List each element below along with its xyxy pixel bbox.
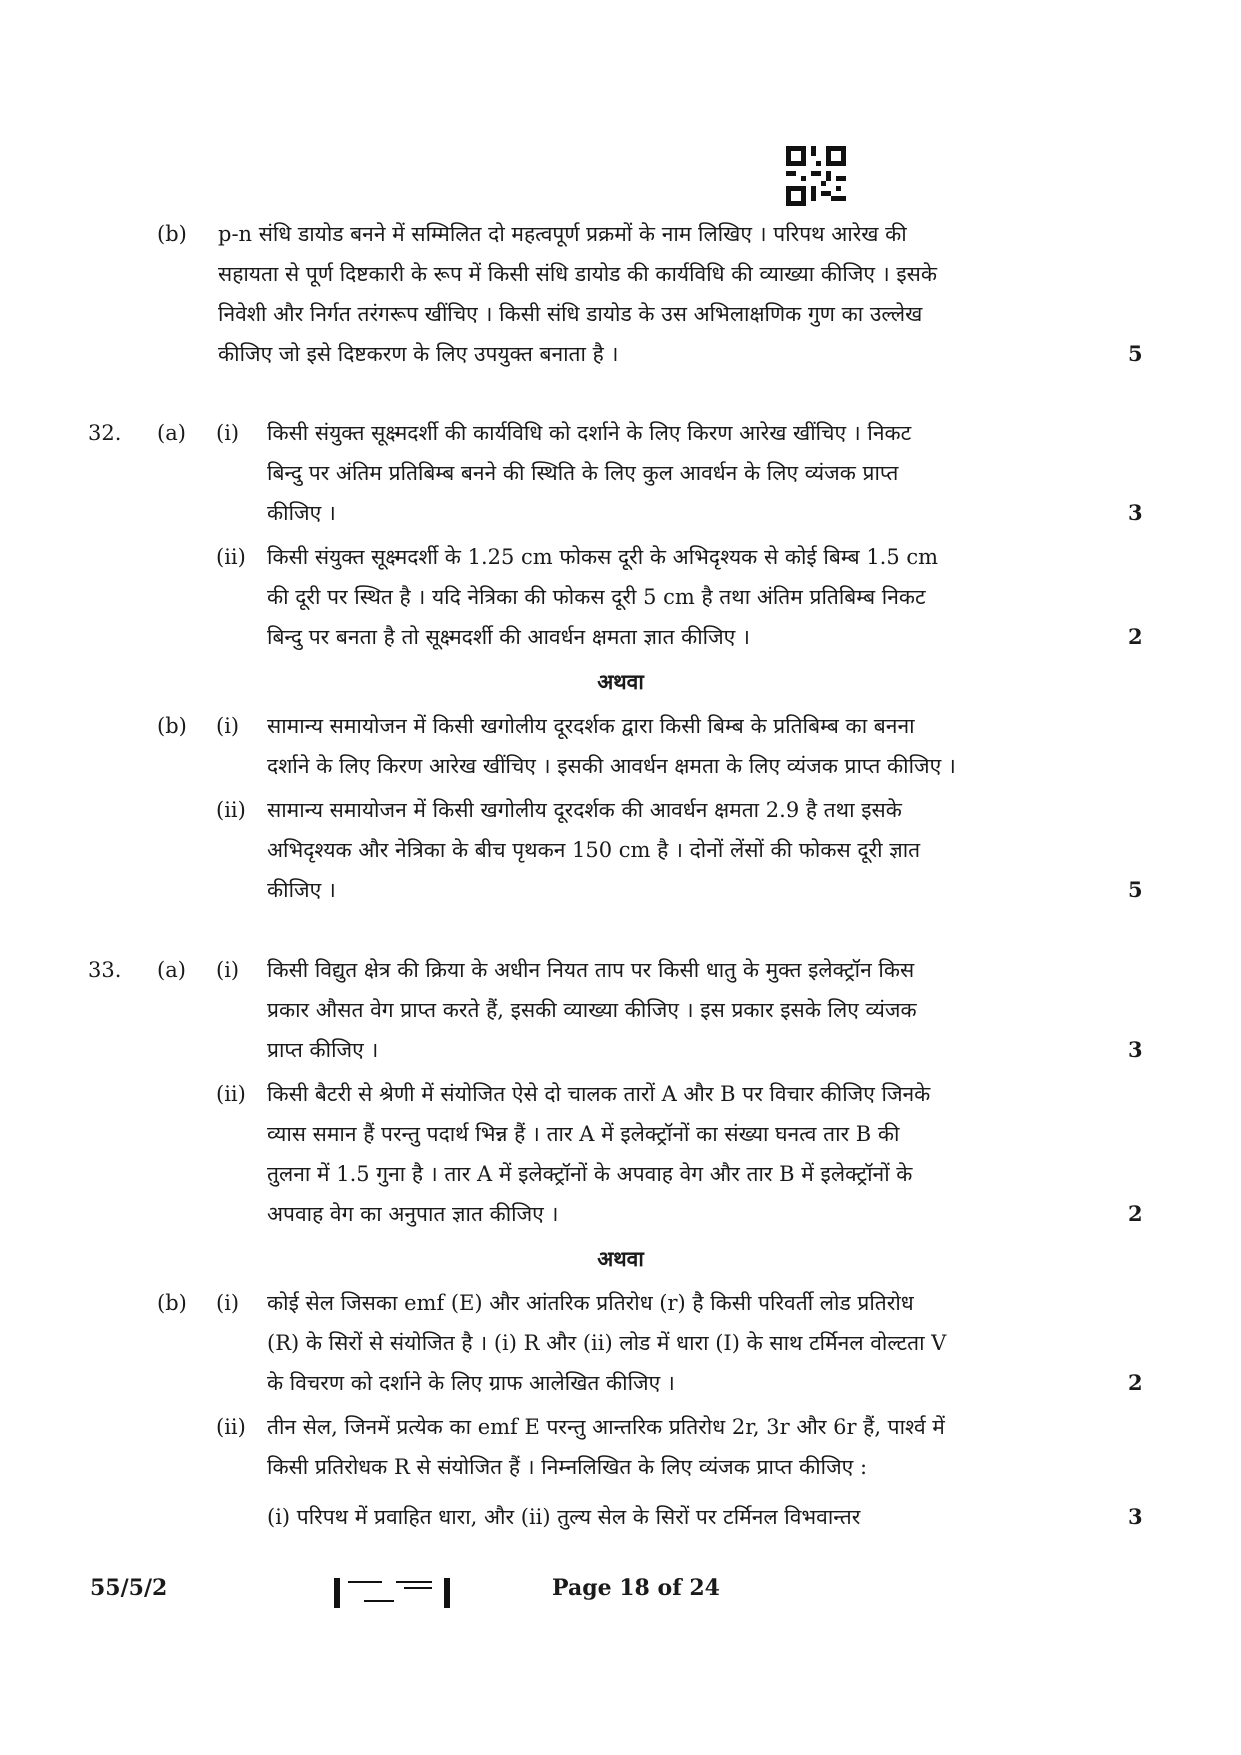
- question-line: निवेशी और निर्गत तरंगरूप खींचिए । किसी संधि डायोड के उस अभिलाक्षणिक गुण का उल्लेख: [218, 302, 923, 326]
- question-line: कीजिए ।: [267, 878, 336, 902]
- marks: 3: [1128, 500, 1143, 525]
- part-label: (a): [157, 421, 186, 445]
- question-line: दर्शाने के लिए किरण आरेख खींचिए । इसकी आवर्धन क्षमता के लिए व्यंजक प्राप्त कीजिए ।: [267, 754, 956, 778]
- qr-code-icon: [786, 146, 846, 206]
- question-line: कीजिए ।: [267, 501, 336, 525]
- marks: 5: [1128, 341, 1143, 366]
- question-line: की दूरी पर स्थित है । यदि नेत्रिका की फोकस दूरी 5 cm है तथा अंतिम प्रतिबिम्ब निकट: [267, 585, 926, 609]
- question-line: किसी विद्युत क्षेत्र की क्रिया के अधीन नियत ताप पर किसी धातु के मुक्त इलेक्ट्रॉन किस: [267, 958, 915, 982]
- part-label: (b): [157, 714, 187, 738]
- question-line: के विचरण को दर्शाने के लिए ग्राफ आलेखित कीजिए ।: [267, 1371, 675, 1395]
- part-label: (b): [157, 222, 187, 246]
- question-line: p-n संधि डायोड बनने में सम्मिलित दो महत्वपूर्ण प्रक्रमों के नाम लिखिए । परिपथ आरेख की: [218, 222, 907, 246]
- question-line: (R) के सिरों से संयोजित है । (i) R और (ii) लोड में धारा (I) के साथ टर्मिनल वोल्टता V: [267, 1331, 947, 1355]
- question-line: सामान्य समायोजन में किसी खगोलीय दूरदर्शक की आवर्धन क्षमता 2.9 है तथा इसके: [267, 798, 902, 822]
- question-line: तीन सेल, जिनमें प्रत्येक का emf E परन्तु आन्तरिक प्रतिरोध 2r, 3r और 6r हैं, पार्श्व में: [267, 1415, 945, 1439]
- question-line: प्रकार औसत वेग प्राप्त करते हैं, इसकी व्याख्या कीजिए । इस प्रकार इसके लिए व्यंजक: [267, 998, 917, 1022]
- subpart-label: (ii): [216, 1415, 246, 1439]
- question-line: कोई सेल जिसका emf (E) और आंतरिक प्रतिरोध (r) है किसी परिवर्ती लोड प्रतिरोध: [267, 1291, 914, 1315]
- question-line: बिन्दु पर अंतिम प्रतिबिम्ब बनने की स्थिति के लिए कुल आवर्धन के लिए व्यंजक प्राप्त: [267, 461, 899, 485]
- question-line: किसी बैटरी से श्रेणी में संयोजित ऐसे दो चालक तारों A और B पर विचार कीजिए जिनके: [267, 1082, 931, 1106]
- subpart-label: (i): [216, 714, 240, 738]
- question-line: सहायता से पूर्ण दिष्टकारी के रूप में किसी संधि डायोड की कार्यविधि की व्याख्या कीजिए । इसके: [218, 262, 937, 286]
- question-line: कीजिए जो इसे दिष्टकरण के लिए उपयुक्त बनाता है ।: [218, 342, 619, 366]
- question-line: अभिदृश्यक और नेत्रिका के बीच पृथकन 150 cm है । दोनों लेंसों की फोकस दूरी ज्ञात: [267, 838, 921, 862]
- or-separator: अथवा: [597, 669, 644, 694]
- marks: 2: [1128, 624, 1143, 649]
- subpart-label: (ii): [216, 545, 246, 569]
- question-line: किसी संयुक्त सूक्ष्मदर्शी के 1.25 cm फोकस दूरी के अभिदृश्यक से कोई बिम्ब 1.5 cm: [267, 545, 939, 569]
- question-number: 33.: [88, 958, 122, 982]
- question-line: प्राप्त कीजिए ।: [267, 1038, 379, 1062]
- question-line: बिन्दु पर बनता है तो सूक्ष्मदर्शी की आवर्धन क्षमता ज्ञात कीजिए ।: [267, 625, 750, 649]
- subpart-label: (i): [216, 1291, 240, 1315]
- page-number: Page 18 of 24: [552, 1575, 720, 1601]
- question-line: किसी प्रतिरोधक R से संयोजित हैं । निम्नलिखित के लिए व्यंजक प्राप्त कीजिए :: [267, 1455, 868, 1479]
- subpart-label: (i): [216, 421, 240, 445]
- question-line: तुलना में 1.5 गुना है । तार A में इलेक्ट्रॉनों के अपवाह वेग और तार B में इलेक्ट्रॉनों के: [267, 1162, 913, 1186]
- question-line: व्यास समान हैं परन्तु पदार्थ भिन्न हैं । तार A में इलेक्ट्रॉनों का संख्या घनत्व तार B की: [267, 1122, 900, 1146]
- marks: 2: [1128, 1370, 1143, 1395]
- marks: 3: [1128, 1504, 1143, 1529]
- question-line: सामान्य समायोजन में किसी खगोलीय दूरदर्शक द्वारा किसी बिम्ब के प्रतिबिम्ब का बनना: [267, 714, 915, 738]
- or-separator: अथवा: [597, 1246, 644, 1271]
- marks: 2: [1128, 1201, 1143, 1226]
- question-line: (i) परिपथ में प्रवाहित धारा, और (ii) तुल्य सेल के सिरों पर टर्मिनल विभवान्तर: [267, 1505, 861, 1529]
- barcode-mark-icon: [334, 1578, 454, 1608]
- subpart-label: (ii): [216, 798, 246, 822]
- subpart-label: (i): [216, 958, 240, 982]
- question-line: अपवाह वेग का अनुपात ज्ञात कीजिए ।: [267, 1202, 559, 1226]
- question-line: किसी संयुक्त सूक्ष्मदर्शी की कार्यविधि को दर्शाने के लिए किरण आरेख खींचिए । निकट: [267, 421, 912, 445]
- marks: 5: [1128, 877, 1143, 902]
- marks: 3: [1128, 1037, 1143, 1062]
- part-label: (a): [157, 958, 186, 982]
- part-label: (b): [157, 1291, 187, 1315]
- paper-code: 55/5/2: [90, 1575, 168, 1601]
- subpart-label: (ii): [216, 1082, 246, 1106]
- question-number: 32.: [88, 421, 122, 445]
